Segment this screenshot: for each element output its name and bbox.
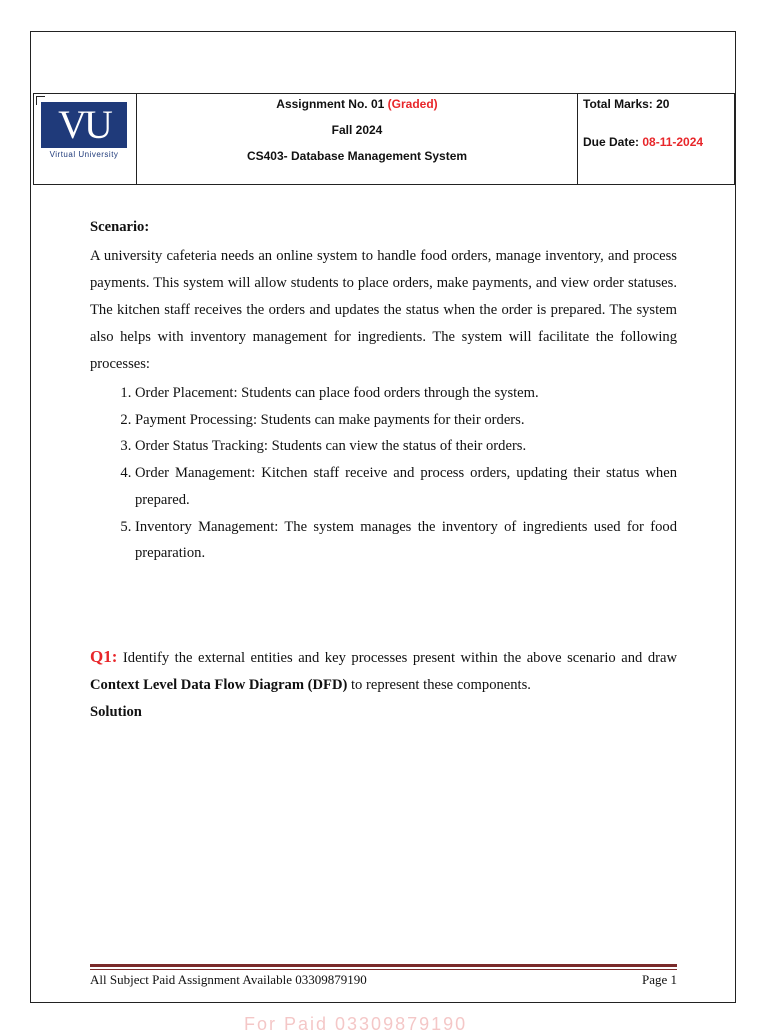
assignment-info-cell bbox=[137, 94, 578, 184]
footer-rule-thick bbox=[90, 964, 677, 967]
scenario-section bbox=[90, 214, 677, 567]
question-bold-text: Context Level Data Flow Diagram (DFD) bbox=[90, 677, 348, 693]
semester: Fall 2024 bbox=[331, 123, 383, 137]
question-text-after: to represent these components. bbox=[347, 677, 531, 693]
list-item: 4. Order Management: Kitchen staff receive and process orders, updating their status when prepared. bbox=[135, 460, 677, 513]
assignment-number: Assignment No. 01 bbox=[276, 97, 385, 111]
logo-cell bbox=[34, 94, 137, 184]
watermark: For Paid 03309879190 bbox=[244, 1014, 468, 1030]
due-date-label: Due Date: bbox=[583, 135, 640, 149]
vu-logo-text: VU bbox=[58, 102, 110, 147]
course-title: CS403- Database Management System bbox=[246, 149, 468, 163]
question-1 bbox=[90, 643, 677, 699]
assignment-header-table bbox=[33, 93, 735, 185]
footer-rule-thin bbox=[90, 969, 677, 970]
process-list bbox=[90, 380, 677, 567]
list-item: 3. Order Status Tracking: Students can view the status of their orders. bbox=[135, 433, 677, 460]
marks-cell bbox=[578, 94, 734, 184]
due-date-line bbox=[583, 134, 734, 150]
scenario-heading: Scenario: bbox=[90, 219, 150, 235]
list-item: 5. Inventory Management: The system manages the inventory of ingredients used for food preparation. bbox=[135, 514, 677, 567]
due-date-value: 08-11-2024 bbox=[642, 135, 704, 149]
total-marks: Total Marks: 20 bbox=[583, 97, 670, 111]
solution-heading: Solution bbox=[90, 704, 142, 720]
logo-caption: Virtual University bbox=[49, 150, 119, 159]
graded-tag: (Graded) bbox=[387, 97, 438, 111]
scenario-paragraph: A university cafeteria needs an online system to handle food orders, manage inventory, and process payments. This system will allow students to place orders, make payments, and view order statuses. The kitchen staff receives the orders and updates the status when the order is prepared. The system also helps with inventory management for ingredients. The system will facilitate the following processes: bbox=[90, 248, 677, 372]
question-text-before: Identify the external entities and key processes present within the above scenario and draw bbox=[117, 650, 677, 666]
list-item: 2. Payment Processing: Students can make payments for their orders. bbox=[135, 407, 677, 434]
question-label: Q1: bbox=[90, 647, 118, 666]
page-number: Page 1 bbox=[641, 972, 677, 987]
vu-logo bbox=[41, 102, 127, 148]
assignment-title bbox=[137, 95, 577, 121]
list-item: 1. Order Placement: Students can place food orders through the system. bbox=[135, 380, 677, 407]
footer-text: All Subject Paid Assignment Available 03309879190 bbox=[90, 972, 367, 987]
